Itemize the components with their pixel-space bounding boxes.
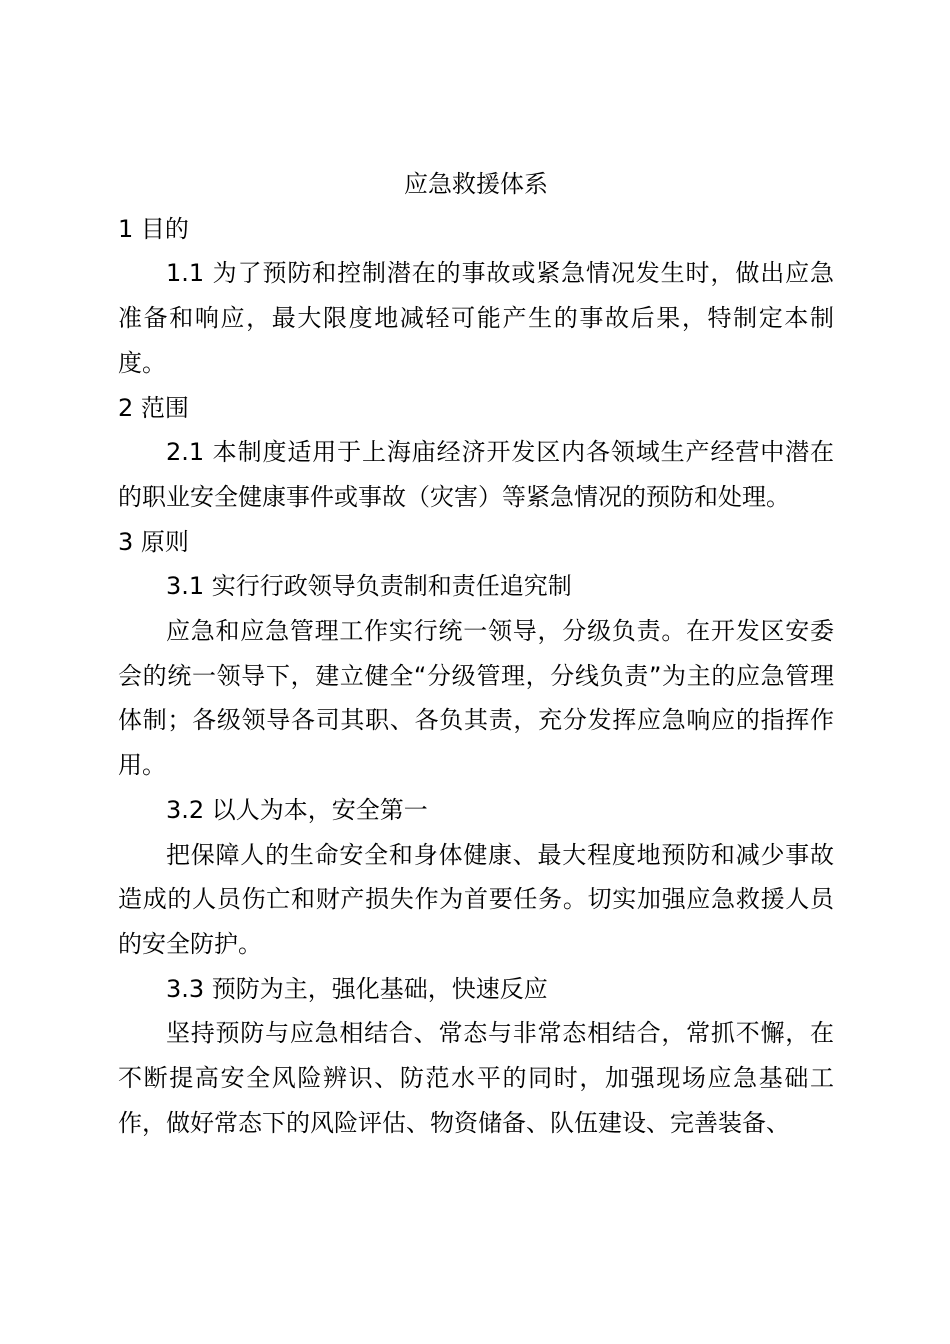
section-heading-purpose: 1 目的 [118,214,189,243]
paragraph-3-2-body: 把保障人的生命安全和身体健康、最大程度地预防和减少事故造成的人员伤亡和财产损失作为首要任务。切实加强应急救援人员的安全防护。 [118,840,834,958]
document-body [118,162,834,1145]
subsection-title-3-1: 3.1 实行行政领导负责制和责任追究制 [166,572,572,601]
subsection-title-3-3: 3.3 预防为主，强化基础，快速反应 [166,974,548,1003]
section-heading-scope: 2 范围 [118,393,189,422]
section-heading-principles: 3 原则 [118,527,189,556]
paragraph-3-3-body: 坚持预防与应急相结合、常态与非常态相结合，常抓不懈，在不断提高安全风险辨识、防范水平的同时，加强现场应急基础工作，做好常态下的风险评估、物资储备、队伍建设、完善装备、 [118,1019,834,1137]
paragraph-2-1: 2.1 本制度适用于上海庙经济开发区内各领域生产经营中潜在的职业安全健康事件或事故（灾害）等紧急情况的预防和处理。 [118,438,834,511]
paragraph-3-1-body: 应急和应急管理工作实行统一领导，分级负责。在开发区安委会的统一领导下，建立健全“分级管理，分线负责”为主的应急管理体制；各级领导各司其职、各负其责，充分发挥应急响应的指挥作用。 [118,617,834,780]
document-title: 应急救援体系 [404,170,548,198]
paragraph-1-1: 1.1 为了预防和控制潜在的事故或紧急情况发生时，做出应急准备和响应，最大限度地减轻可能产生的事故后果，特制定本制度。 [118,259,834,377]
subsection-title-3-2: 3.2 以人为本，安全第一 [166,795,428,824]
